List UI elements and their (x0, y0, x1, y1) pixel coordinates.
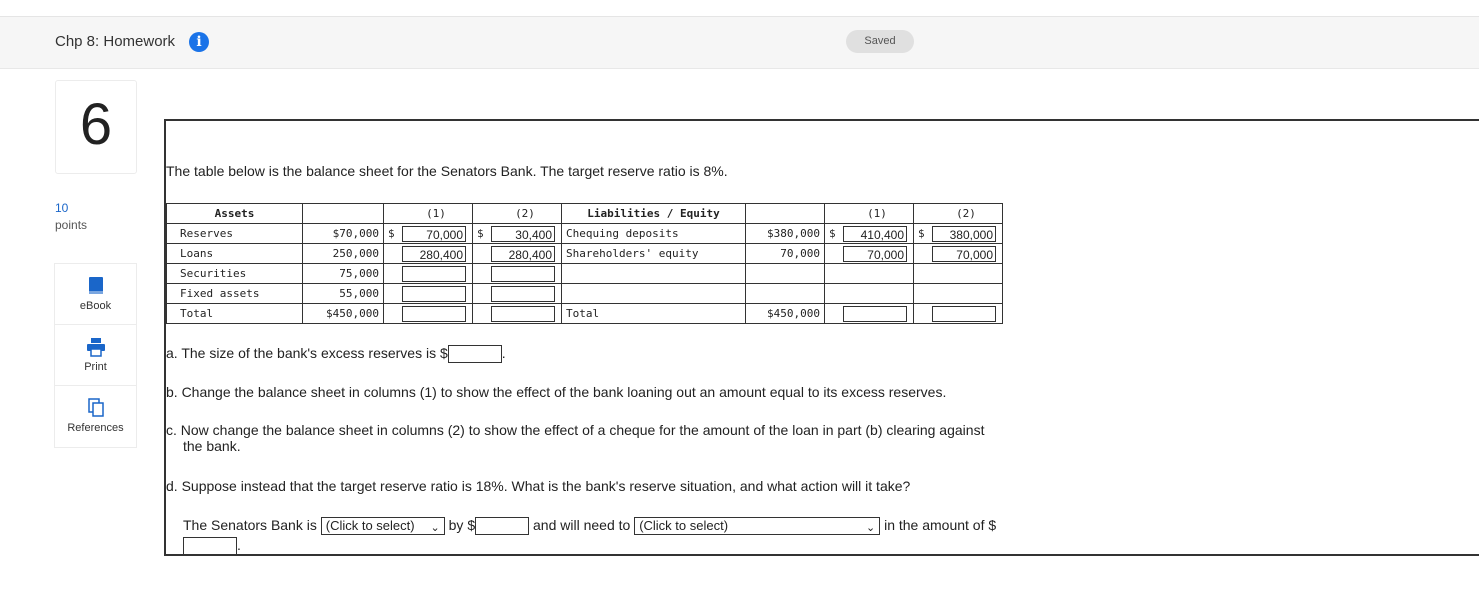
dollar-sign: $ (384, 224, 401, 244)
part-d-prefix: The Senators Bank is (183, 517, 317, 533)
chevron-down-icon: ⌄ (430, 522, 440, 535)
empty-cell (930, 284, 1003, 304)
empty-cell (473, 204, 490, 224)
empty-cell (562, 284, 746, 304)
table-row (167, 244, 1003, 264)
empty-cell (914, 204, 931, 224)
asset-label: Loans (167, 244, 303, 264)
dollar-sign: $ (914, 224, 931, 244)
liability-label: Chequing deposits (562, 224, 746, 244)
securities-col2-input[interactable] (491, 266, 555, 282)
points-label: points (55, 218, 88, 232)
loans-col2-input[interactable]: 280,400 (491, 246, 555, 262)
liability-balance: 70,000 (746, 244, 825, 264)
empty-cell (473, 264, 490, 284)
ebook-label: eBook (79, 300, 112, 312)
print-label: Print (84, 361, 107, 373)
empty-cell (746, 284, 825, 304)
balance-sheet-table (166, 203, 1003, 324)
chevron-down-icon: ⌄ (865, 522, 876, 535)
tools-divider (55, 385, 136, 386)
liability-balance: $380,000 (746, 224, 825, 244)
empty-cell (746, 204, 825, 224)
empty-cell (825, 204, 842, 224)
action-select[interactable] (634, 517, 880, 535)
empty-cell (473, 244, 490, 264)
part-d-amount: in the amount of $ (884, 517, 997, 533)
liability-label: Shareholders' equity (562, 244, 746, 264)
references-icon (87, 398, 105, 418)
part-c-line2: the bank. (183, 438, 241, 454)
select-value: (Click to select) (325, 518, 415, 534)
empty-cell (384, 244, 401, 264)
loans-col1-input[interactable]: 280,400 (402, 246, 466, 262)
reserves-col1-input[interactable]: 70,000 (402, 226, 466, 242)
table-row (167, 224, 1003, 244)
printer-icon (86, 337, 106, 357)
empty-cell (825, 304, 842, 324)
liab-col1-header: (1) (841, 204, 914, 224)
total-liab-col1-input[interactable] (843, 306, 907, 322)
asset-label: Securities (167, 264, 303, 284)
part-d-answer (183, 517, 996, 535)
reserve-situation-select[interactable] (321, 517, 445, 535)
part-d-amount-row (183, 537, 241, 555)
liability-balance: $450,000 (746, 304, 825, 324)
fixed-assets-col1-input[interactable] (402, 286, 466, 302)
part-b: b. Change the balance sheet in columns (1) to show the effect of the bank loaning out an amount equal to its excess reserves. (166, 384, 947, 400)
ebook-button[interactable] (55, 276, 136, 312)
asset-balance: $70,000 (303, 224, 384, 244)
empty-cell (384, 204, 401, 224)
points-value: 10 (55, 201, 69, 215)
references-label: References (67, 422, 124, 434)
part-c (166, 422, 984, 454)
table-row (167, 284, 1003, 304)
dollar-sign: $ (473, 224, 490, 244)
book-icon (87, 276, 105, 296)
empty-cell (473, 304, 490, 324)
print-button[interactable] (55, 337, 136, 373)
assets-header: Assets (167, 204, 303, 224)
empty-cell (914, 244, 931, 264)
question-number: 6 (79, 92, 113, 157)
equity-col1-input[interactable]: 70,000 (843, 246, 907, 262)
asset-label: Total (167, 304, 303, 324)
action-amount-input[interactable] (183, 537, 237, 555)
empty-cell (825, 244, 842, 264)
total-assets-col2-input[interactable] (491, 306, 555, 322)
empty-cell (384, 284, 401, 304)
question-number-box (55, 80, 137, 174)
empty-cell (841, 284, 914, 304)
info-icon[interactable]: i (189, 32, 209, 52)
table-row (167, 304, 1003, 324)
fixed-assets-col2-input[interactable] (491, 286, 555, 302)
asset-balance: 55,000 (303, 284, 384, 304)
asset-balance: $450,000 (303, 304, 384, 324)
question-content (164, 119, 1479, 556)
equity-col2-input[interactable]: 70,000 (932, 246, 996, 262)
liab-col2-header: (2) (930, 204, 1003, 224)
empty-cell (562, 264, 746, 284)
part-a-end: . (501, 345, 506, 361)
col1-header: (1) (400, 204, 473, 224)
part-a-text: a. The size of the bank's excess reserves is $ (166, 345, 448, 361)
deposits-col2-input[interactable]: 380,000 (932, 226, 996, 242)
empty-cell (825, 264, 842, 284)
asset-balance: 250,000 (303, 244, 384, 264)
asset-label: Reserves (167, 224, 303, 244)
empty-cell (746, 264, 825, 284)
liability-label: Total (562, 304, 746, 324)
empty-cell (384, 264, 401, 284)
part-d: d. Suppose instead that the target reserve ratio is 18%. What is the bank's reserve situation, and what action will it take? (166, 478, 911, 494)
part-d-by: by $ (448, 517, 476, 533)
deposits-col1-input[interactable]: 410,400 (843, 226, 907, 242)
col2-header: (2) (489, 204, 562, 224)
asset-balance: 75,000 (303, 264, 384, 284)
total-liab-col2-input[interactable] (932, 306, 996, 322)
part-d-mid: and will need to (533, 517, 631, 533)
tools-divider (55, 324, 136, 325)
dollar-sign: $ (825, 224, 842, 244)
select-value: (Click to select) (639, 518, 729, 534)
part-c-line1: c. Now change the balance sheet in columns (2) to show the effect of a cheque for the amount of the loan in part (b) clearing against (166, 422, 985, 438)
liabilities-header: Liabilities / Equity (562, 204, 746, 224)
assignment-title: Chp 8: Homework (55, 33, 176, 50)
excess-reserves-input[interactable] (448, 345, 502, 363)
empty-cell (914, 284, 931, 304)
empty-cell (841, 264, 914, 284)
empty-cell (914, 264, 931, 284)
reserve-gap-input[interactable] (475, 517, 529, 535)
total-assets-col1-input[interactable] (402, 306, 466, 322)
part-a (166, 345, 506, 363)
table-row (167, 264, 1003, 284)
asset-label: Fixed assets (167, 284, 303, 304)
empty-cell (303, 204, 384, 224)
empty-cell (825, 284, 842, 304)
empty-cell (473, 284, 490, 304)
question-tools (54, 263, 137, 448)
intro-text: The table below is the balance sheet for the Senators Bank. The target reserve ratio is 8%. (166, 163, 728, 179)
reserves-col2-input[interactable]: 30,400 (491, 226, 555, 242)
empty-cell (930, 264, 1003, 284)
references-button[interactable] (55, 398, 136, 434)
securities-col1-input[interactable] (402, 266, 466, 282)
saved-status-badge: Saved (846, 30, 914, 53)
empty-cell (384, 304, 401, 324)
empty-cell (914, 304, 931, 324)
table-header-row (167, 204, 1003, 224)
part-d-end: . (237, 537, 241, 553)
assignment-header (0, 17, 1479, 69)
